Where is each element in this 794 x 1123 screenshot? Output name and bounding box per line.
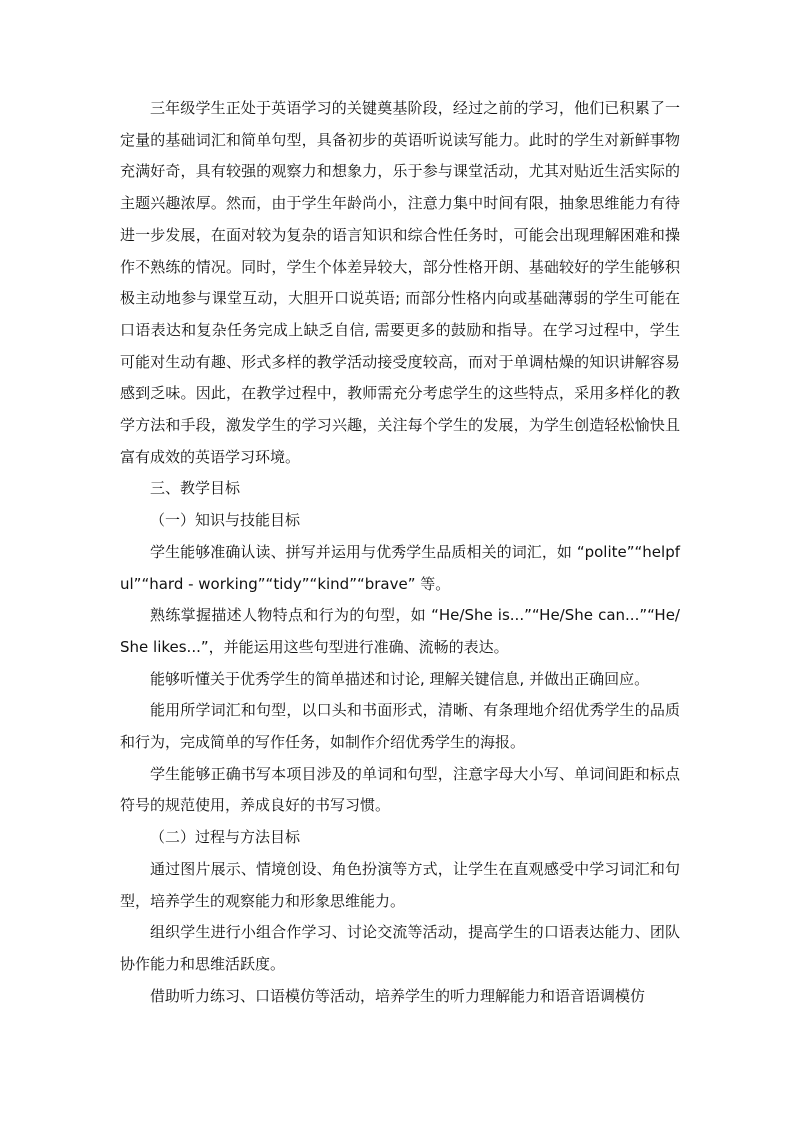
subheading-knowledge-skills: （一）知识与技能目标 [150, 511, 301, 530]
paragraph-listening-practice: 借助听力练习、口语模仿等活动，培养学生的听力理解能力和语音语调模仿 [150, 986, 646, 1005]
paragraph-listening-goal: 能够听懂关于优秀学生的简单描述和讨论, 理解关键信息, 并做出正确回应。 [150, 669, 650, 688]
document-body [120, 93, 680, 1012]
subheading-process-methods: （二）过程与方法目标 [150, 828, 301, 847]
paragraph-vocabulary-goal: 学生能够准确认读、拼写并运用与优秀学生品质相关的词汇，如 “polite”“helpful”“hard - working”“tidy”“kind”“brave” 等。 [120, 542, 680, 593]
paragraph-handwriting-goal: 学生能够正确书写本项目涉及的单词和句型，注意字母大小写、单词间距和标点符号的规范使用，养成良好的书写习惯。 [120, 764, 680, 815]
paragraph-sentence-pattern-goal: 熟练掌握描述人物特点和行为的句型，如 “He/She is...”“He/She can...”“He/She likes...”，并能运用这些句型进行准确、流畅的表达。 [120, 606, 680, 656]
section-heading-teaching-objectives: 三、教学目标 [150, 479, 241, 498]
paragraph-visual-learning: 通过图片展示、情境创设、角色扮演等方式，让学生在直观感受中学习词汇和句型，培养学生的观察能力和形象思维能力。 [120, 859, 680, 910]
paragraph-group-work: 组织学生进行小组合作学习、讨论交流等活动，提高学生的口语表达能力、团队协作能力和思维活跃度。 [120, 923, 680, 973]
paragraph-speaking-writing-goal: 能用所学词汇和句型，以口头和书面形式，清晰、有条理地介绍优秀学生的品质和行为，完成简单的写作任务，如制作介绍优秀学生的海报。 [120, 701, 680, 752]
paragraph-student-analysis: 三年级学生正处于英语学习的关键奠基阶段，经过之前的学习，他们已积累了一定量的基础词汇和简单句型，具备初步的英语听说读写能力。此时的学生对新鲜事物充满好奇，具有较强的观察力和想象力，乐于参与课堂活动，尤其对贴近生活实际的主题兴趣浓厚。然而，由于学生年龄尚小，注意力集中时间有限，抽象思维能力有待进一步发展，在面对较为复杂的语言知识和综合性任务时，可能会出现理解困难和操作不熟练的情况。同时，学生个体差异较大，部分性格开朗、基础较好的学生能够积极主动地参与课堂互动，大胆开口说英语; 而部分性格内向或基础薄弱的学生可能在口语表达和复杂任务完成上缺乏自信, 需要更多的鼓励和指导。在学习过程中，学生可能对生动有趣、形式多样的教学活动接受度较高，而对于单调枯燥的知识讲解容易感到乏味。因此，在教学过程中，教师需充分考虑学生的这些特点，采用多样化的教学方法和手段，激发学生的学习兴趣，关注每个学生的发展，为学生创造轻松愉快且富有成效的英语学习环境。 [120, 99, 680, 466]
